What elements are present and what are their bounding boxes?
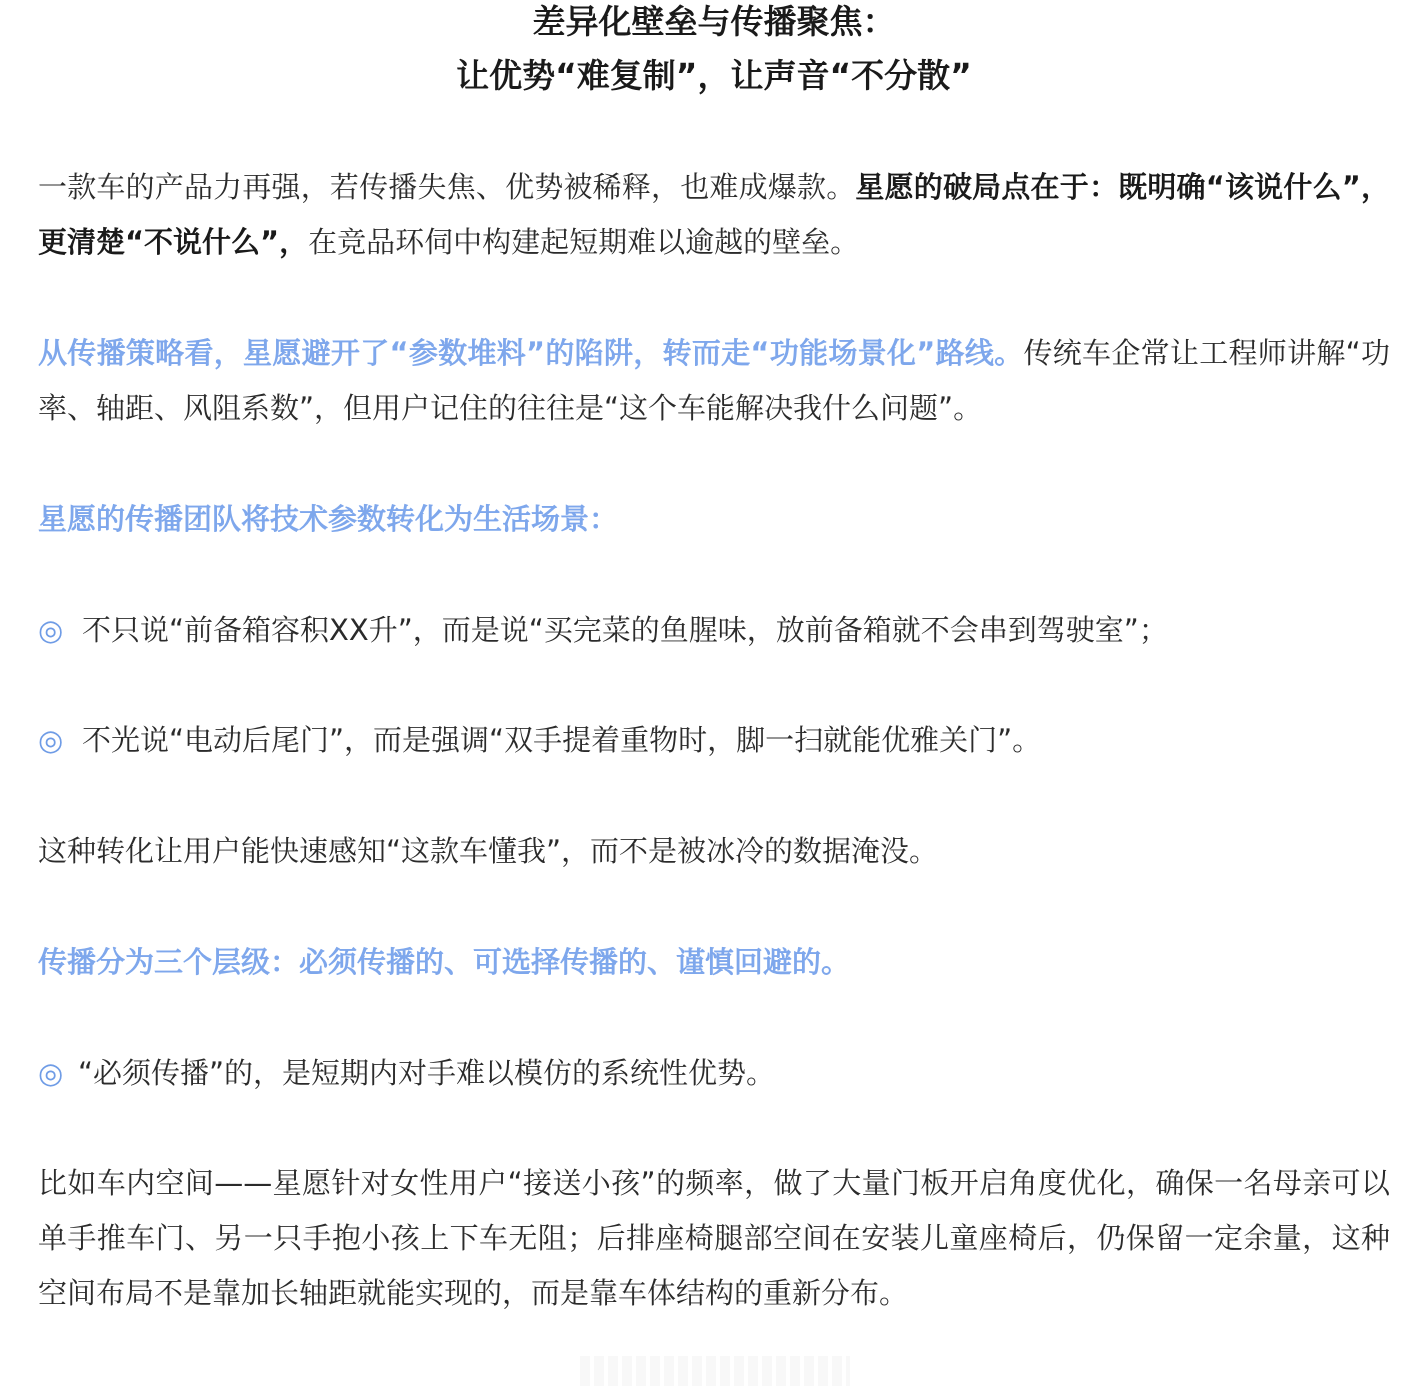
bullet-item-1 [38, 603, 1390, 658]
paragraph-intro [38, 160, 1390, 270]
paragraph-conversion [38, 824, 1390, 879]
strategy-highlight: 从传播策略看，星愿避开了“参数堆料”的陷阱，转而走“功能场景化”路线。 [38, 336, 1024, 370]
strategy-rest: 传统车企常让工程师讲解“功率、轴距、风阻系数”，但用户记住的往往是“这个车能解决我什么问题”。 [38, 336, 1390, 425]
intro-bold: 星愿的破局点在于：既明确“该说什么”，更清楚“不说什么”， [38, 170, 1390, 259]
conversion-text: 这种转化让用户能快速感知“这款车懂我”，而不是被冰冷的数据淹没。 [38, 834, 939, 868]
intro-lead: 一款车的产品力再强，若传播失焦、优势被稀释，也难成爆款。 [38, 170, 856, 204]
title-line-1: 差异化壁垒与传播聚焦： [532, 2, 896, 41]
bullet-icon: ◎ [38, 723, 64, 757]
space-example-text: 比如车内空间——星愿针对女性用户“接送小孩”的频率，做了大量门板开启角度优化，确保一名母亲可以单手推车门、另一只手抱小孩上下车无阻；后排座椅腿部空间在安装儿童座椅后，仍保留一定余量，这种空间布局不是靠加长轴距就能实现的，而是靠车体结构的重新分布。 [38, 1166, 1390, 1310]
watermark-bar [580, 1356, 850, 1386]
team-heading: 星愿的传播团队将技术参数转化为生活场景： [38, 502, 619, 536]
paragraph-space-example [38, 1156, 1390, 1321]
bullet-icon: ◎ [38, 613, 64, 647]
bullet-text-2: 不光说“电动后尾门”，而是强调“双手提着重物时，脚一扫就能优雅关门”。 [82, 723, 1042, 757]
bullet-item-3 [38, 1046, 1390, 1101]
paragraph-team-heading [38, 492, 1390, 547]
bullet-text-3: “必须传播”的，是短期内对手难以模仿的系统性优势。 [78, 1056, 776, 1090]
levels-heading: 传播分为三个层级：必须传播的、可选择传播的、谨慎回避的。 [38, 945, 851, 979]
title-line-2: 让优势“难复制”，让声音“不分散” [456, 56, 972, 95]
paragraph-levels [38, 935, 1390, 990]
paragraph-strategy [38, 326, 1390, 436]
bullet-icon: ◎ [38, 1056, 64, 1090]
bullet-item-2 [38, 713, 1390, 768]
bullet-text-1: 不只说“前备箱容积XX升”，而是说“买完菜的鱼腥味，放前备箱就不会串到驾驶室”； [82, 613, 1168, 647]
intro-rest: 在竞品环伺中构建起短期难以逾越的壁垒。 [308, 225, 860, 259]
